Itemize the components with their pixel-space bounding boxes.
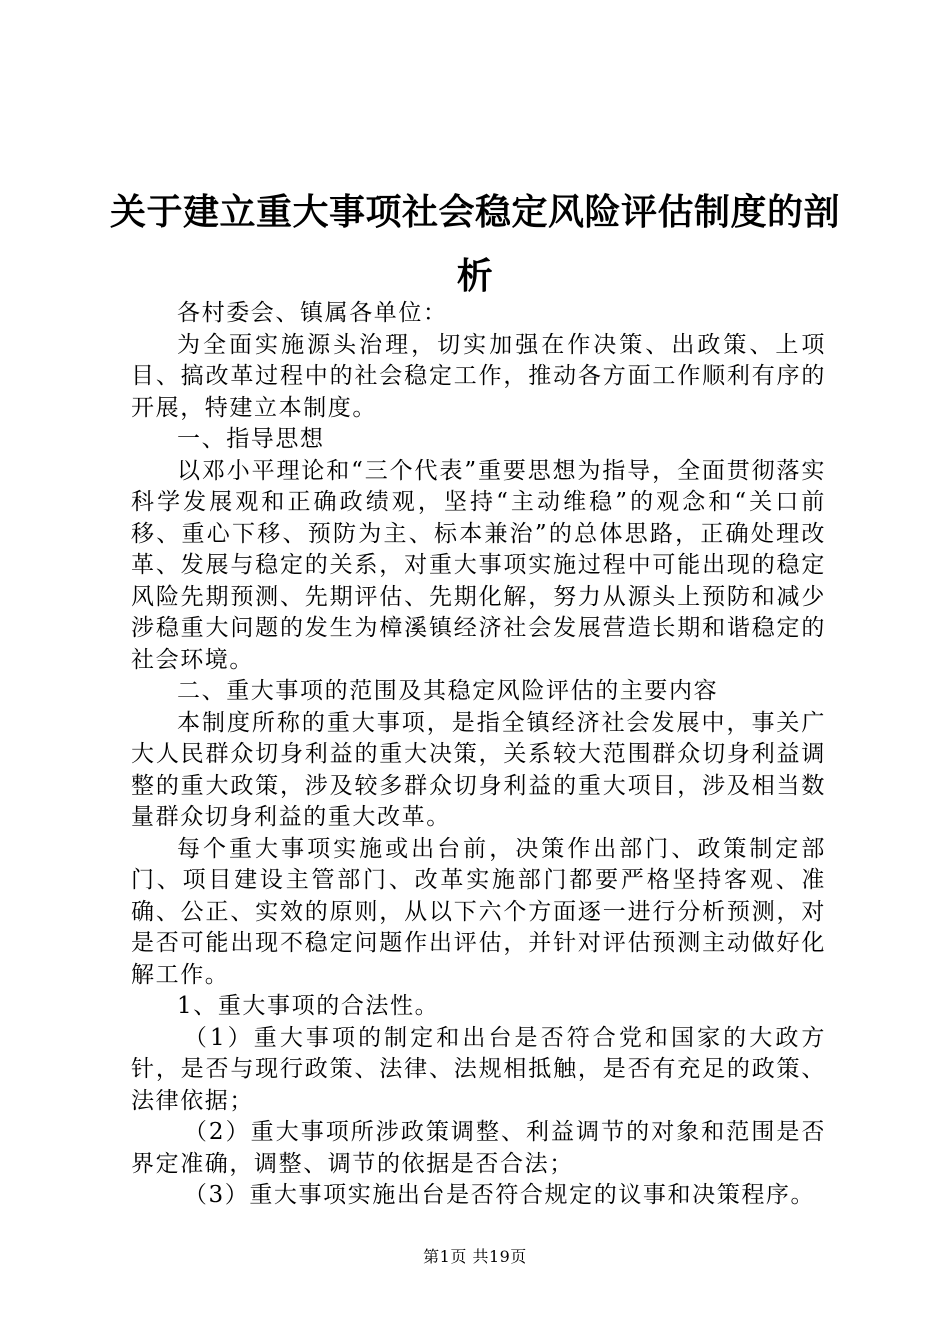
section-heading-guiding-ideology: 一、指导思想 [177, 426, 325, 452]
legality-item-1: （1）重大事项的制定和出台是否符合党和国家的大政方针，是否与现行政策、法律、法规相抵触，是否有充足的政策、法律依据； [131, 1024, 826, 1114]
intro-paragraph: 为全面实施源头治理，切实加强在作决策、出政策、上项目、搞改革过程中的社会稳定工作，推动各方面工作顺利有序的开展，特建立本制度。 [131, 331, 826, 421]
subheading-legality: 1、重大事项的合法性。 [177, 993, 440, 1019]
scope-definition-paragraph: 本制度所称的重大事项，是指全镇经济社会发展中，事关广大人民群众切身利益的重大决策，关系较大范围群众切身利益调整的重大政策，涉及较多群众切身利益的重大项目，涉及相当数量群众切身利益的重大改革。 [131, 709, 826, 830]
legality-item-3: （3）重大事项实施出台是否符合规定的议事和决策程序。 [183, 1182, 816, 1208]
document-title: 关于建立重大事项社会稳定风险评估制度的剖析 [110, 191, 841, 297]
assessment-requirement-paragraph: 每个重大事项实施或出台前，决策作出部门、政策制定部门、项目建设主管部门、改革实施部门都要严格坚持客观、准确、公正、实效的原则，从以下六个方面逐一进行分析预测，对是否可能出现不稳定问题作出评估，并针对评估预测主动做好化解工作。 [131, 835, 826, 988]
page-number-footer: 第1页 共19页 [423, 1247, 527, 1266]
section-heading-scope: 二、重大事项的范围及其稳定风险评估的主要内容 [177, 678, 719, 704]
guiding-ideology-paragraph: 以邓小平理论和“三个代表”重要思想为指导，全面贯彻落实科学发展观和正确政绩观，坚持“主动维稳”的观念和“关口前移、重心下移、预防为主、标本兼治”的总体思路，正确处理改革、发展与稳定的关系，对重大事项实施过程中可能出现的稳定风险先期预测、先期评估、先期化解，努力从源头上预防和减少涉稳重大问题的发生为樟溪镇经济社会发展营造长期和谐稳定的社会环境。 [131, 457, 826, 673]
salutation-paragraph: 各村委会、镇属各单位： [177, 300, 448, 326]
document-body [131, 298, 826, 1212]
legality-item-2: （2）重大事项所涉政策调整、利益调节的对象和范围是否界定准确，调整、调节的依据是否合法； [131, 1119, 826, 1177]
